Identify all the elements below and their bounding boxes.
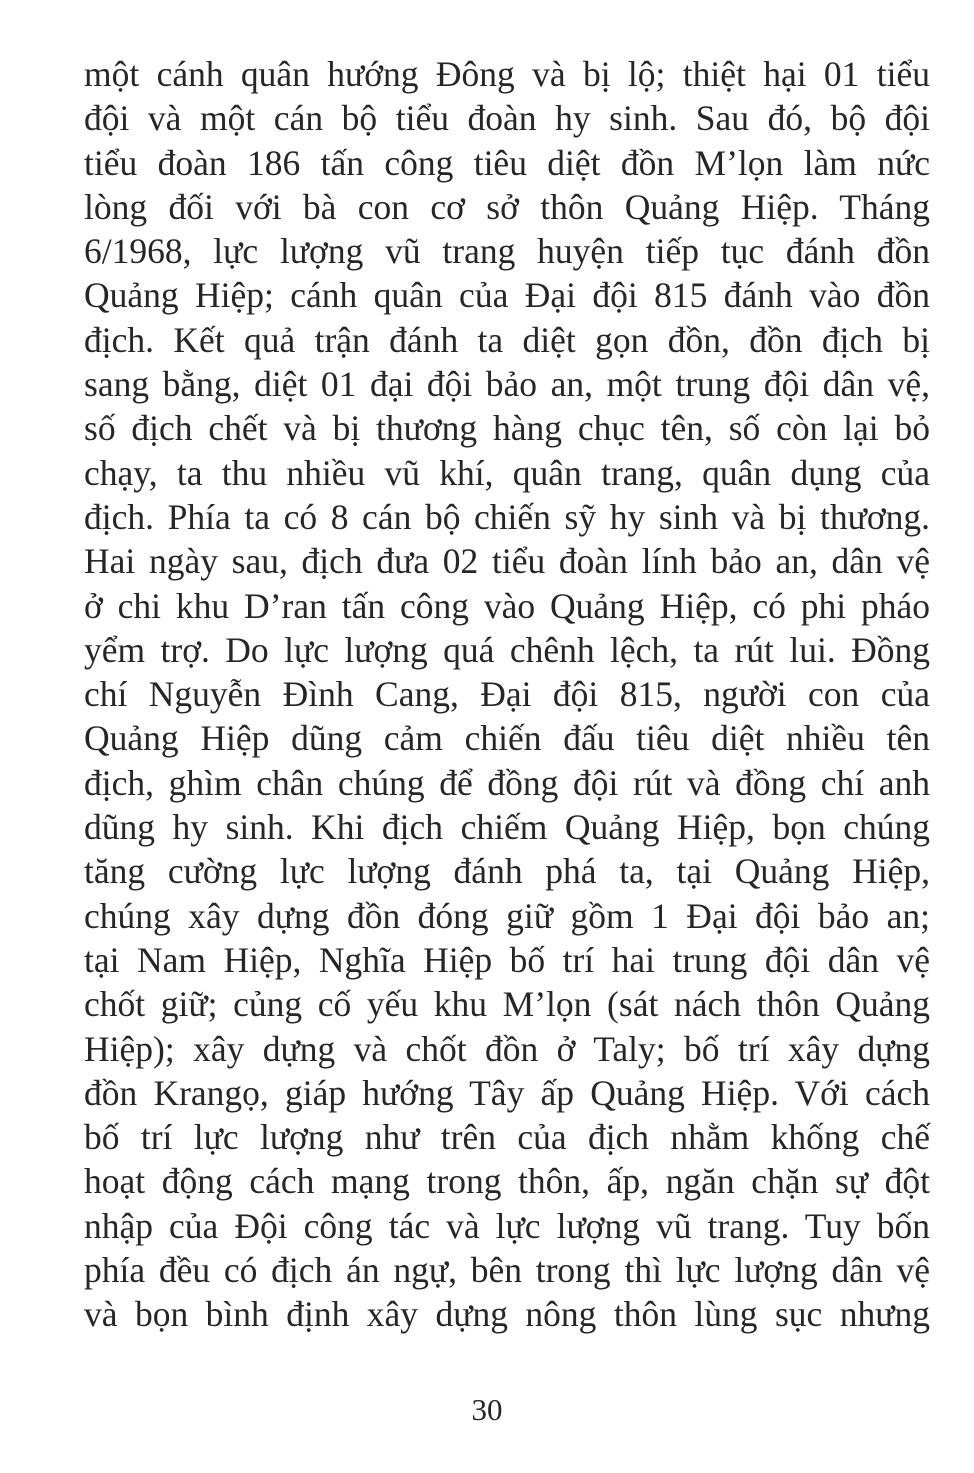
text-line: chúng xây dựng đồn đóng giữ gồm 1 Đại đội bảo an;: [84, 895, 930, 936]
text-line: địch, ghìm chân chúng để đồng đội rút và đồng chí anh: [84, 762, 930, 803]
text-line: bố trí lực lượng như trên của địch nhằm khống chế: [84, 1117, 930, 1158]
text-line: tăng cường lực lượng đánh phá ta, tại Quảng Hiệp,: [84, 851, 930, 892]
text-line: địch. Kết quả trận đánh ta diệt gọn đồn, đồn địch bị: [84, 319, 930, 360]
body-paragraph: [84, 52, 930, 1337]
text-line: tại Nam Hiệp, Nghĩa Hiệp bố trí hai trung đội dân vệ: [84, 939, 930, 980]
text-line: Quảng Hiệp dũng cảm chiến đấu tiêu diệt nhiều tên: [84, 718, 930, 759]
text-line: chạy, ta thu nhiều vũ khí, quân trang, quân dụng của: [84, 452, 930, 493]
text-line: phía đều có địch án ngự, bên trong thì lực lượng dân vệ: [84, 1250, 930, 1291]
text-line: đồn Krangọ, giáp hướng Tây ấp Quảng Hiệp. Với cách: [84, 1072, 930, 1113]
text-line: lòng đối với bà con cơ sở thôn Quảng Hiệp. Tháng: [84, 186, 930, 227]
text-line: chốt giữ; củng cố yếu khu M’lọn (sát nách thôn Quảng: [84, 984, 930, 1025]
text-line: 6/1968, lực lượng vũ trang huyện tiếp tục đánh đồn: [84, 231, 930, 272]
text-line: hoạt động cách mạng trong thôn, ấp, ngăn chặn sự đột: [84, 1161, 930, 1202]
text-line: một cánh quân hướng Đông và bị lộ; thiệt hại 01 tiểu: [84, 54, 930, 94]
text-line: Hai ngày sau, địch đưa 02 tiểu đoàn lính bảo an, dân vệ: [84, 541, 930, 582]
text-line: số địch chết và bị thương hàng chục tên, số còn lại bỏ: [84, 408, 930, 449]
text-line: ở chi khu D’ran tấn công vào Quảng Hiệp, có phi pháo: [84, 585, 930, 626]
text-line: Quảng Hiệp; cánh quân của Đại đội 815 đánh vào đồn: [84, 275, 930, 316]
text-line: đội và một cán bộ tiểu đoàn hy sinh. Sau đó, bộ đội: [84, 98, 930, 139]
text-line: yểm trợ. Do lực lượng quá chênh lệch, ta rút lui. Đồng: [84, 629, 930, 670]
text-line: địch. Phía ta có 8 cán bộ chiến sỹ hy sinh và bị thương.: [84, 496, 930, 537]
page-number: 30: [471, 1392, 503, 1427]
text-line: Hiệp); xây dựng và chốt đồn ở Taly; bố trí xây dựng: [84, 1028, 930, 1069]
text-line: chí Nguyễn Đình Cang, Đại đội 815, người con của: [84, 674, 930, 715]
text-line: sang bằng, diệt 01 đại đội bảo an, một trung đội dân vệ,: [84, 364, 930, 405]
text-line: dũng hy sinh. Khi địch chiếm Quảng Hiệp, bọn chúng: [84, 807, 930, 848]
text-line: nhập của Đội công tác và lực lượng vũ trang. Tuy bốn: [84, 1205, 930, 1246]
text-line: và bọn bình định xây dựng nông thôn lùng sục nhưng: [84, 1294, 930, 1335]
text-line: tiểu đoàn 186 tấn công tiêu diệt đồn M’lọn làm nức: [84, 142, 930, 183]
